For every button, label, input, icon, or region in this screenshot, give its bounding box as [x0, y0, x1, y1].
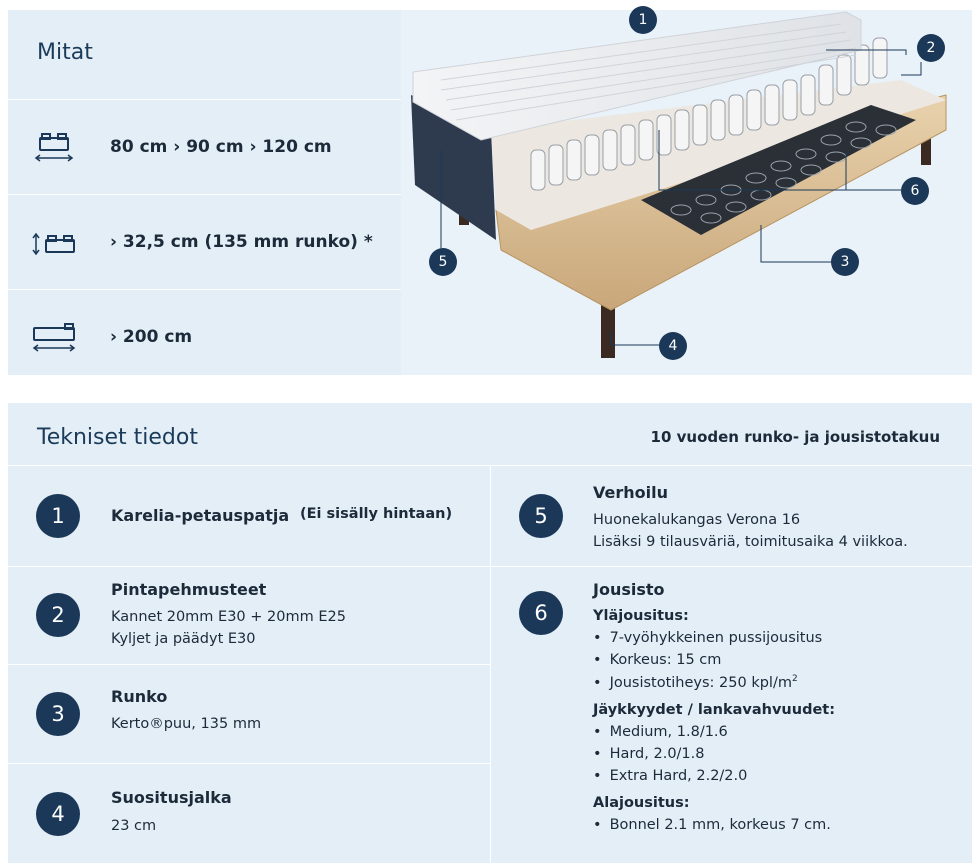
- spec-frame: [8, 665, 490, 763]
- spec-title-padding: Pintapehmusteet: [111, 580, 267, 599]
- callout-6: 6: [901, 177, 929, 205]
- spec-line: 23 cm: [111, 818, 157, 834]
- spec-title-springs: Jousisto: [593, 580, 665, 599]
- spec-number-2: 2: [36, 593, 80, 637]
- tech-specs-panel: [8, 403, 972, 863]
- spec-title-leg: Suositusjalka: [111, 788, 232, 807]
- spec-sub-lower: Alajousitus:: [593, 795, 690, 811]
- dimension-row-height: [8, 195, 401, 290]
- spec-bullet: • Extra Hard, 2.2/2.0: [593, 768, 747, 784]
- spec-springs: [491, 567, 972, 863]
- superscript: 2: [791, 674, 798, 684]
- spec-title-frame: Runko: [111, 687, 168, 706]
- spec-number-6: 6: [519, 591, 563, 635]
- spec-bullet: • Korkeus: 15 cm: [593, 652, 721, 668]
- callout-1: 1: [629, 6, 657, 34]
- spec-line: Lisäksi 9 tilausväriä, toimitusaika 4 viikkoa.: [593, 534, 908, 550]
- spec-note-mattress: (Ei sisälly hintaan): [300, 506, 453, 522]
- spec-line: Kerto®puu, 135 mm: [111, 716, 262, 732]
- dimensions-panel: [8, 10, 401, 375]
- bed-length-icon: [30, 318, 78, 358]
- spec-title-upholstery: Verhoilu: [593, 483, 668, 502]
- tech-specs-title: Tekniset tiedot: [37, 425, 198, 450]
- dimension-length-value: › 200 cm: [110, 327, 193, 347]
- spec-number-3: 3: [36, 692, 80, 736]
- dimension-row-width: [8, 100, 401, 195]
- tech-specs-header: [8, 403, 972, 466]
- dimension-width-value: 80 cm › 90 cm › 120 cm: [110, 137, 332, 157]
- spec-line: Huonekalukangas Verona 16: [593, 512, 801, 528]
- spec-bullet-text: Jousistotiheys: 250 kpl/m: [609, 674, 792, 691]
- bed-illustration: [401, 10, 972, 375]
- spec-line: Kannet 20mm E30 + 20mm E25: [111, 609, 346, 625]
- spec-number-4: 4: [36, 792, 80, 836]
- spec-upholstery: [491, 466, 972, 566]
- spec-bullet: • 7-vyöhykkeinen pussijousitus: [593, 630, 822, 646]
- dimension-height-value: › 32,5 cm (135 mm runko) *: [110, 232, 373, 252]
- spec-bullet: • Bonnel 2.1 mm, korkeus 7 cm.: [593, 817, 831, 833]
- warranty-text: 10 vuoden runko- ja jousistotakuu: [650, 428, 940, 446]
- spec-mattress: [8, 466, 490, 566]
- spec-title-mattress: Karelia-petauspatja: [111, 506, 290, 525]
- dimensions-title: Mitat: [37, 40, 93, 65]
- spec-number-5: 5: [519, 494, 563, 538]
- callout-2: 2: [917, 34, 945, 62]
- spec-leg: [8, 764, 490, 863]
- bed-cutaway-image: [401, 10, 972, 375]
- spec-sub-upper: Yläjousitus:: [593, 608, 689, 624]
- bed-width-icon: [30, 128, 78, 168]
- bed-height-icon: [30, 223, 78, 263]
- spec-line: Kyljet ja päädyt E30: [111, 631, 256, 647]
- spec-bullet: • Hard, 2.0/1.8: [593, 746, 705, 762]
- callout-4: 4: [659, 332, 687, 360]
- spec-bullet: • Medium, 1.8/1.6: [593, 724, 728, 740]
- spec-sub-stiffness: Jäykkyydet / lankavahvuudet:: [593, 702, 836, 718]
- spec-padding: [8, 567, 490, 664]
- dimensions-header: [8, 10, 401, 100]
- callout-5: 5: [429, 248, 457, 276]
- dimension-row-length: [8, 290, 401, 384]
- callout-3: 3: [831, 248, 859, 276]
- spec-bullet-density: [593, 674, 798, 691]
- spec-number-1: 1: [36, 494, 80, 538]
